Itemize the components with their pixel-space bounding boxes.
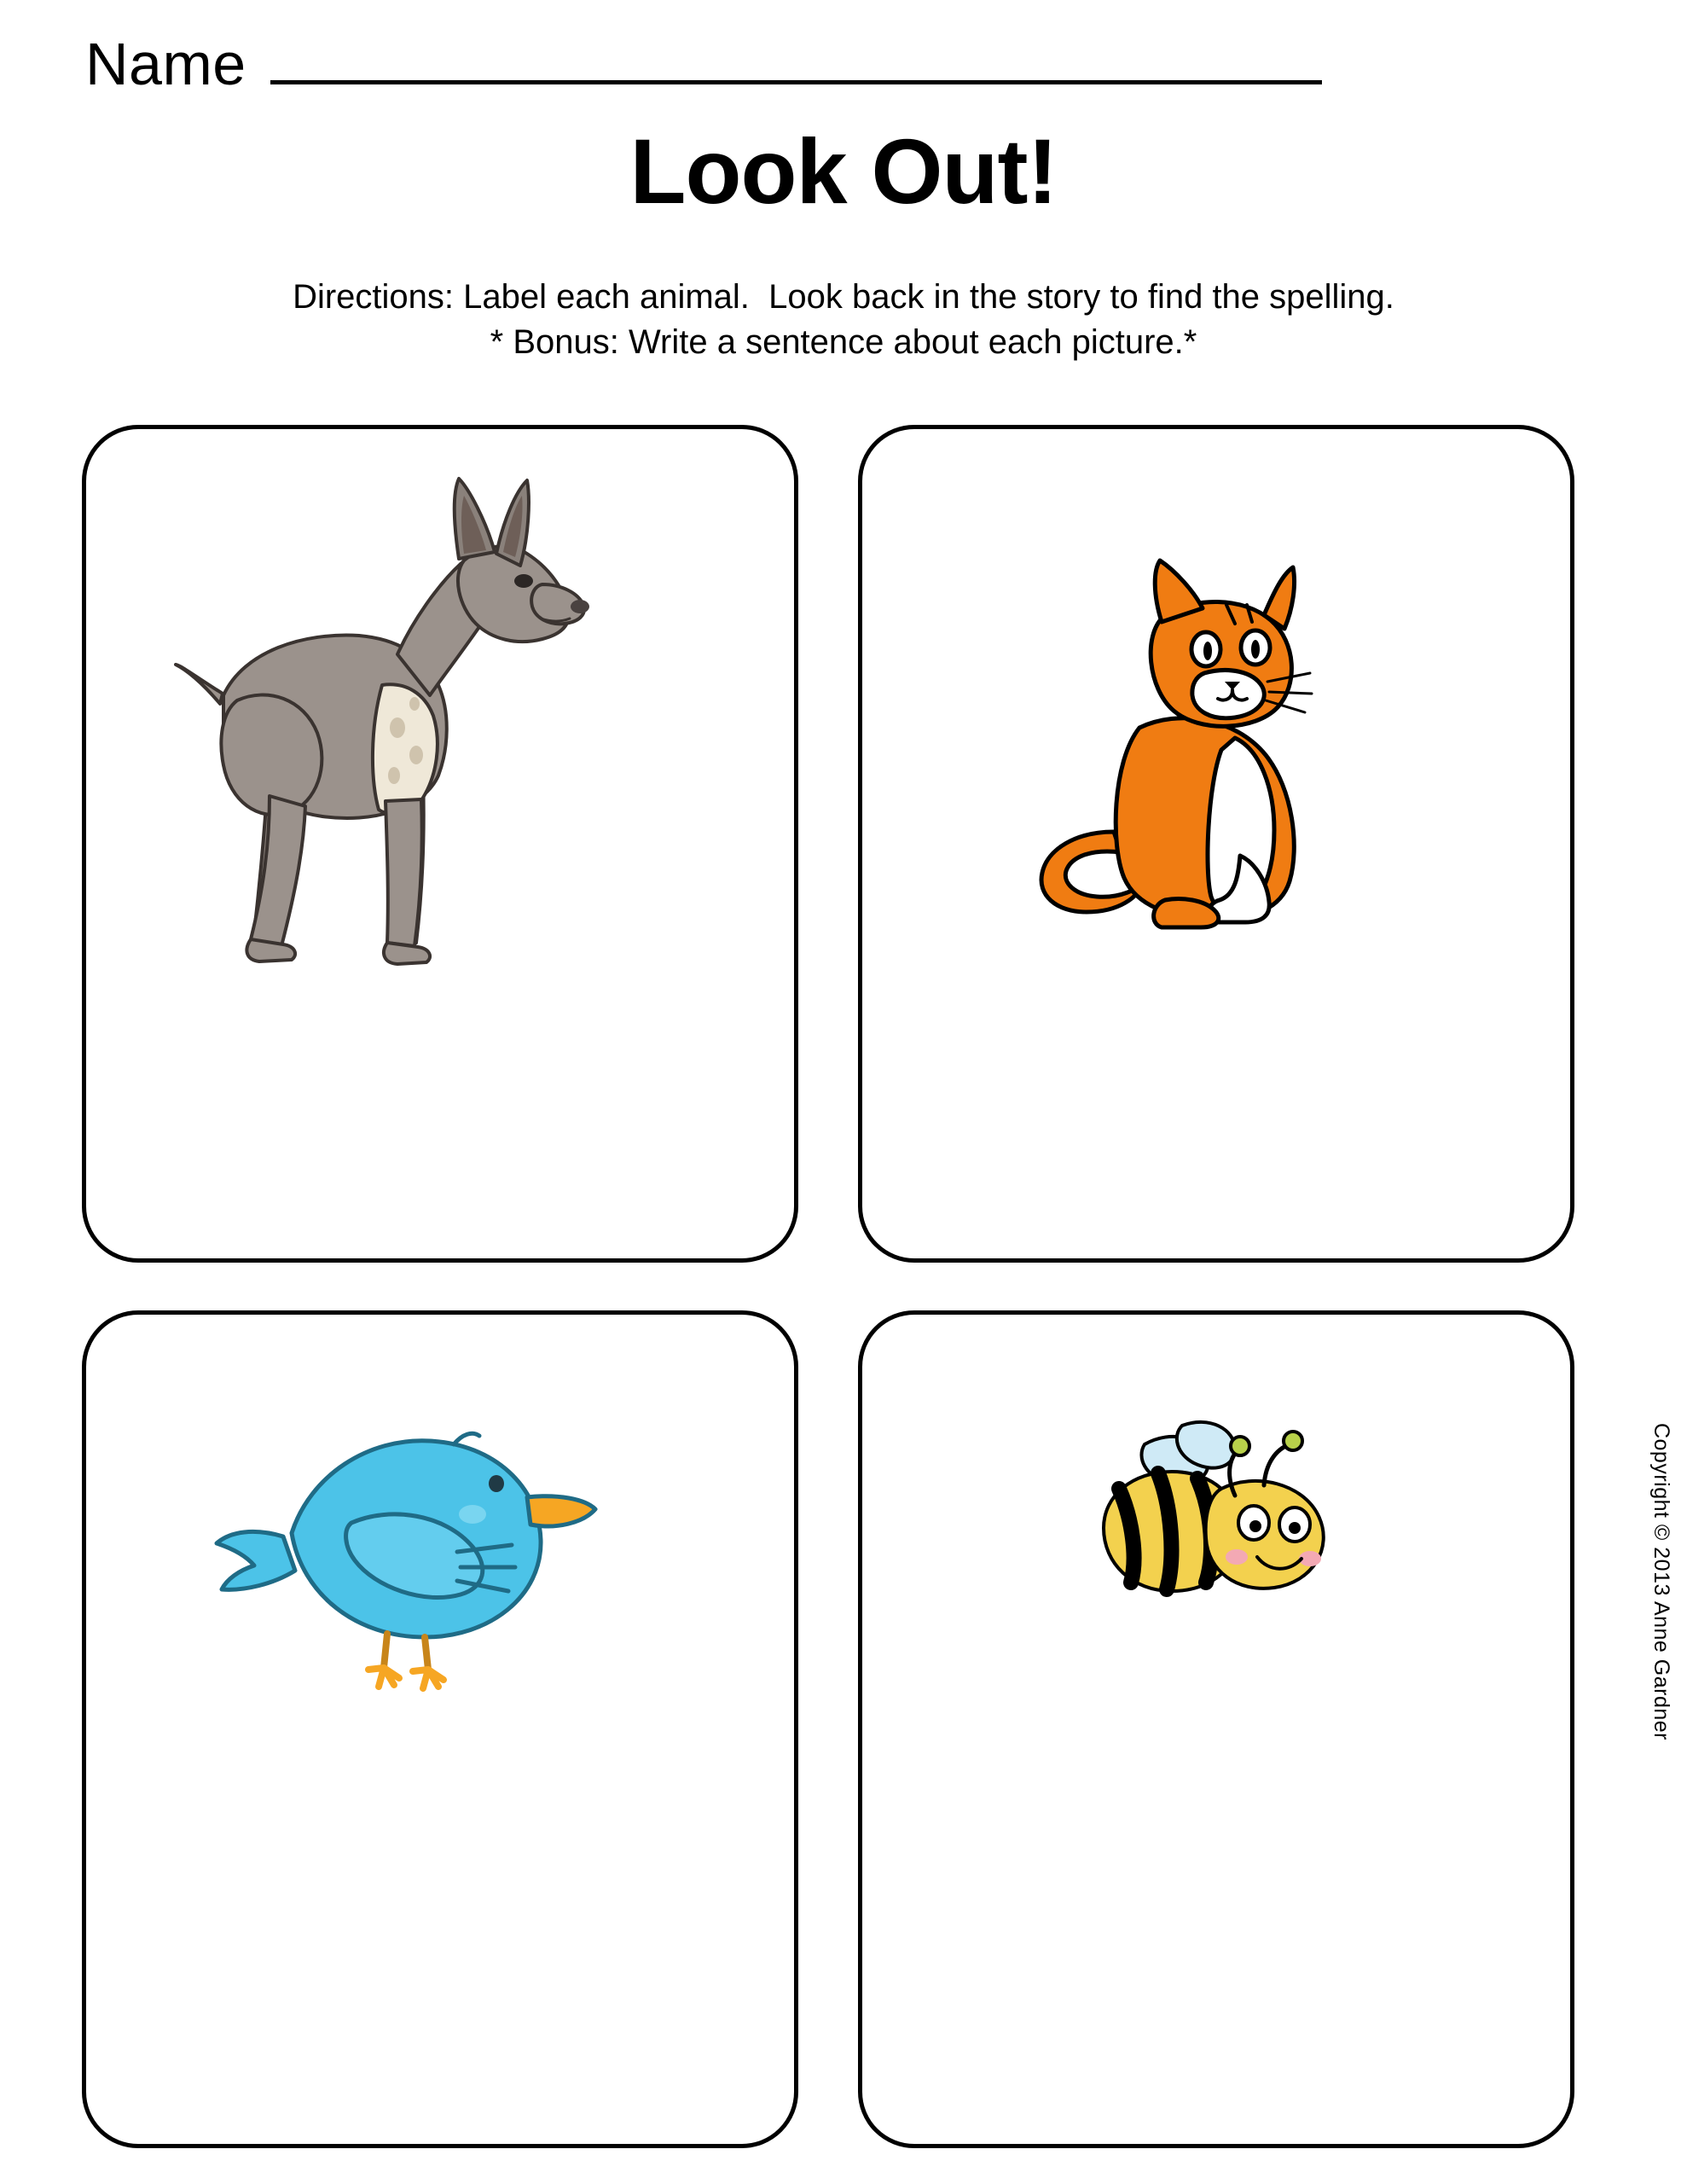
cat-illustration xyxy=(862,514,1570,958)
picture-box-cat[interactable] xyxy=(858,425,1574,1263)
copyright-notice: Copyright © 2013 Anne Gardner xyxy=(1649,1422,1673,1740)
bee-illustration xyxy=(862,1407,1570,1646)
picture-box-bird[interactable] xyxy=(82,1310,798,2148)
directions-line-2: * Bonus: Write a sentence about each picture.* xyxy=(490,322,1197,361)
directions-line-1: Directions: Label each animal. Look back in the story to find the spelling. xyxy=(293,278,1394,316)
picture-box-grid xyxy=(82,425,1574,2148)
picture-box-bee[interactable] xyxy=(858,1310,1574,2148)
directions xyxy=(0,275,1687,365)
bird-illustration xyxy=(86,1356,794,1714)
name-field-row xyxy=(85,26,1322,98)
page-title: Look Out! xyxy=(629,119,1058,223)
dog-illustration xyxy=(86,472,794,984)
name-write-line[interactable] xyxy=(270,26,1322,84)
picture-box-dog[interactable] xyxy=(82,425,798,1263)
name-label: Name xyxy=(85,31,246,97)
